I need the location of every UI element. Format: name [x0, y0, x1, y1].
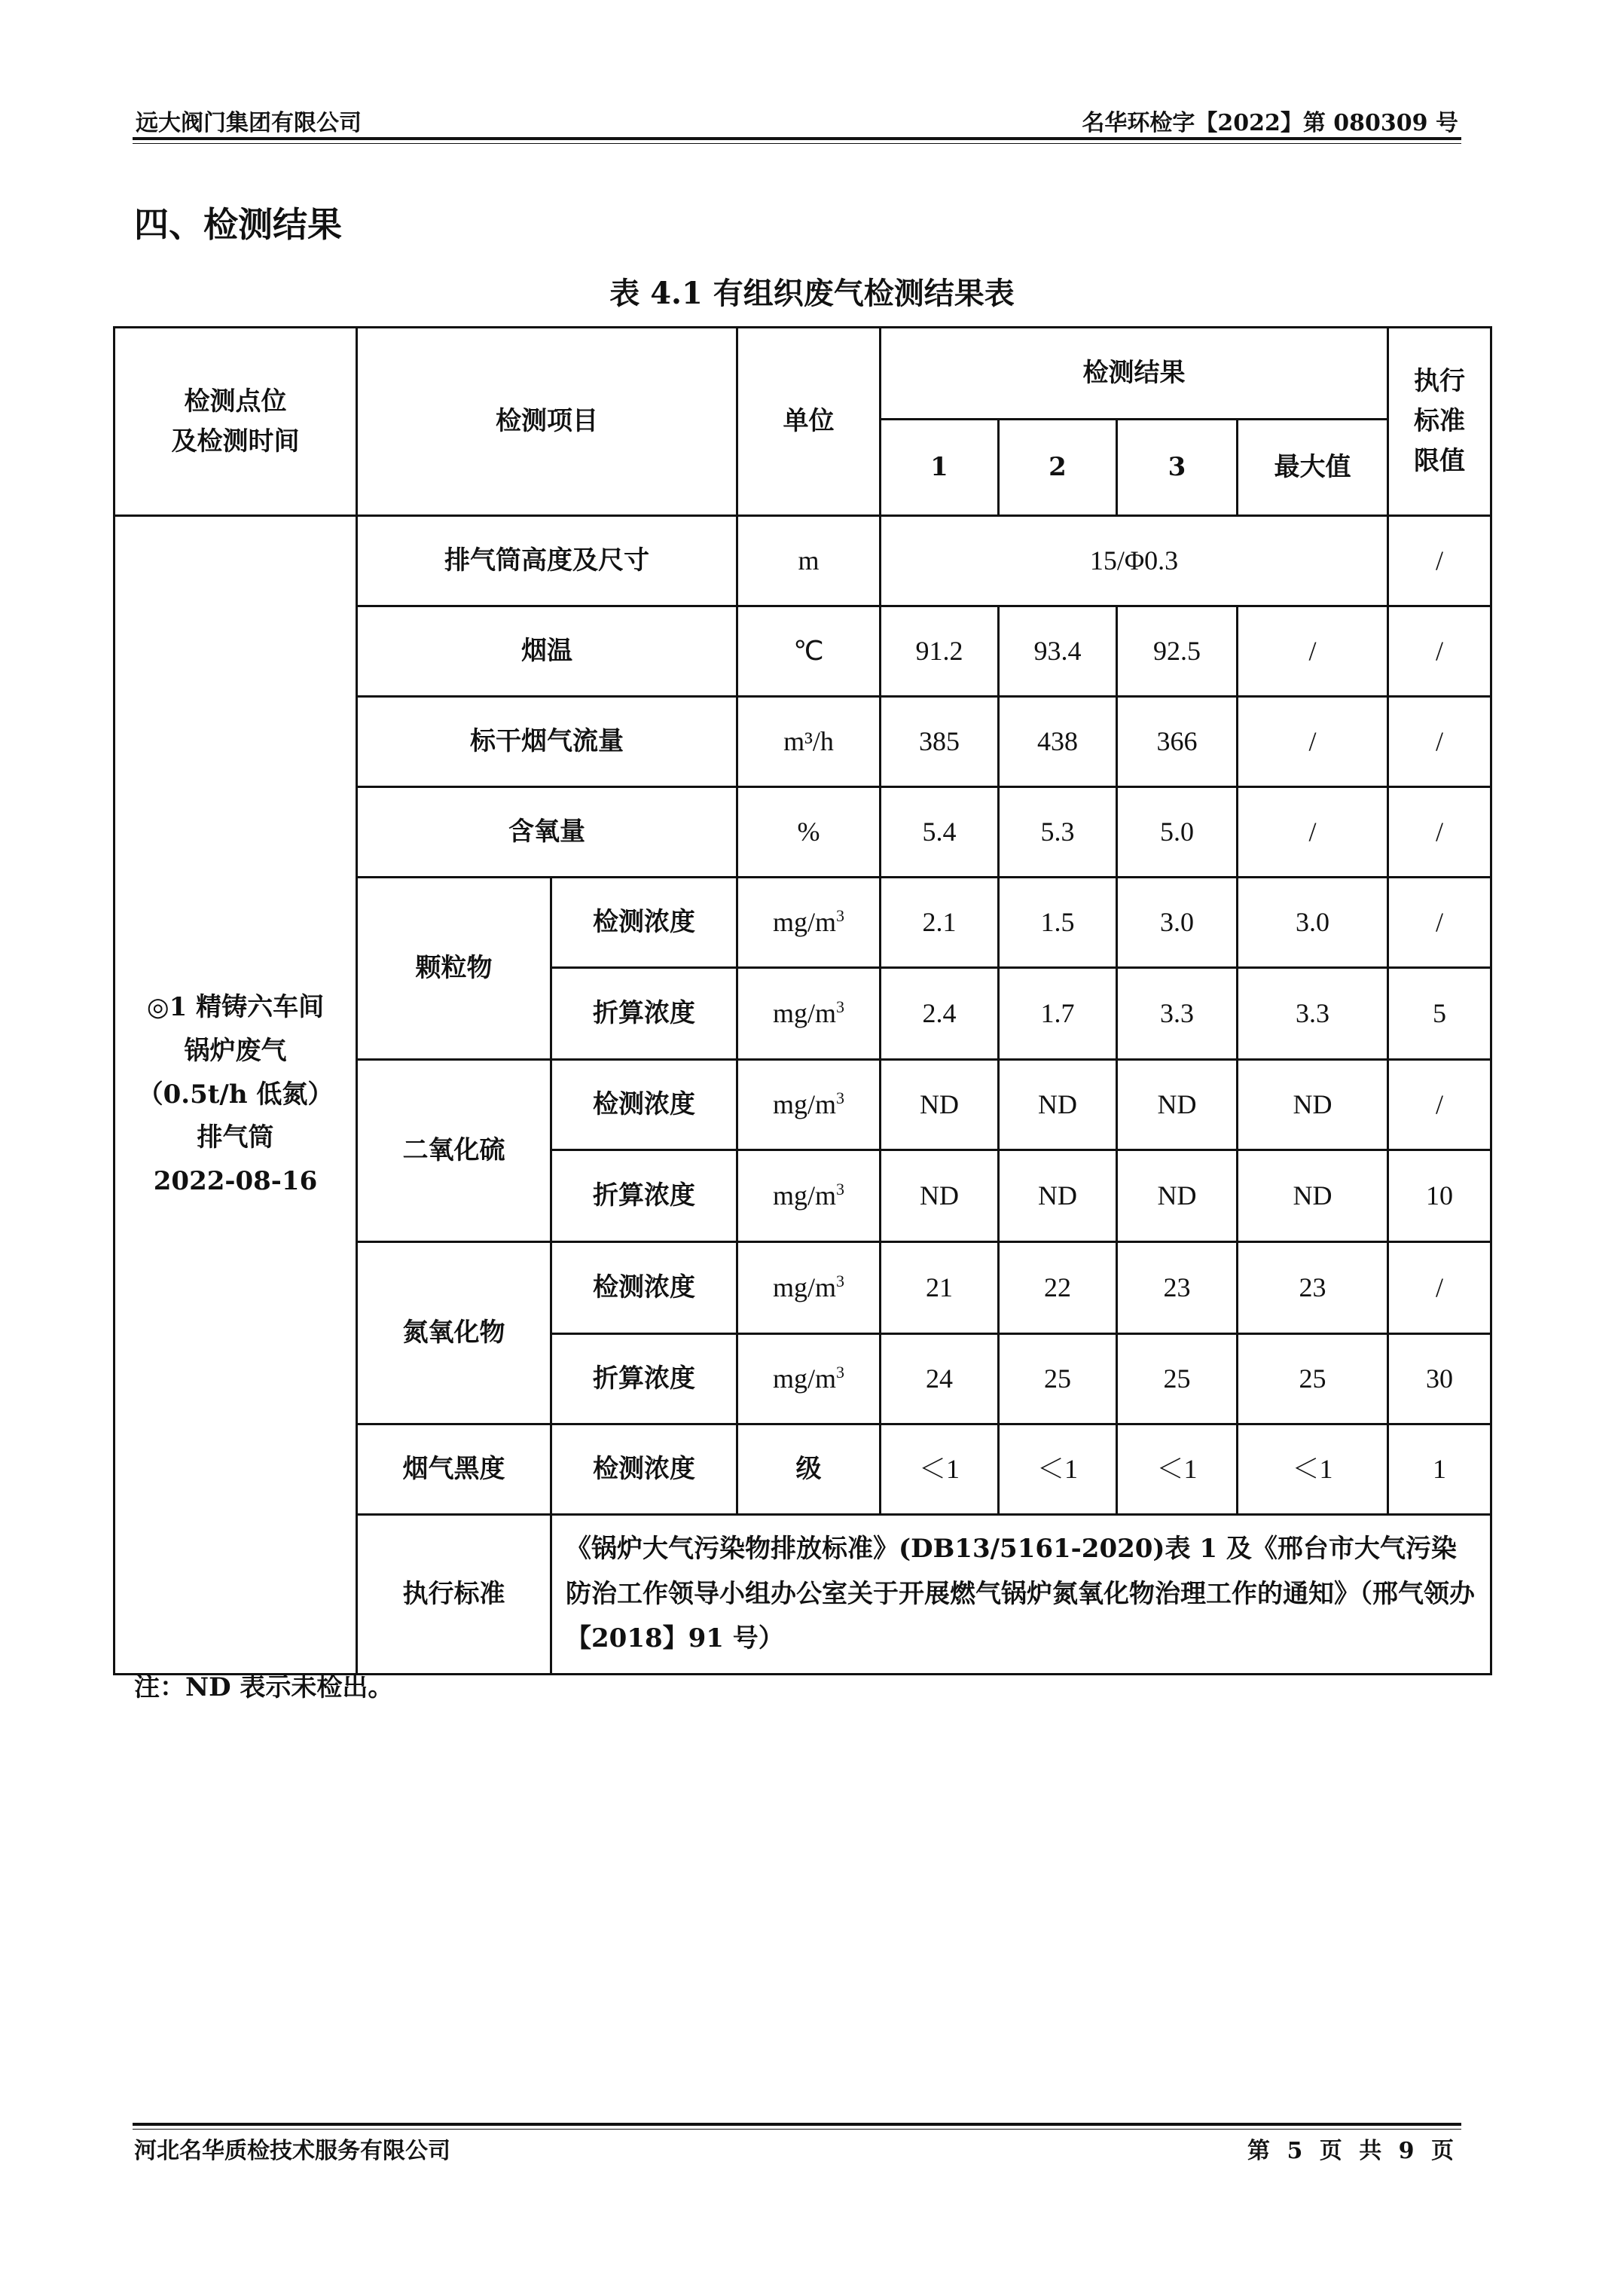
so2-measured-2: ND	[999, 1060, 1117, 1150]
header-col-3: 3	[1117, 420, 1238, 516]
so2-converted-1: ND	[881, 1150, 999, 1242]
item-stack: 排气筒高度及尺寸	[357, 516, 737, 606]
unit-smoke: 级	[737, 1424, 881, 1515]
nox-converted-2: 25	[999, 1334, 1117, 1424]
stack-size-value: 15/Φ0.3	[881, 516, 1388, 606]
header-results: 检测结果	[881, 328, 1388, 420]
report-number: 名华环检字【2022】第 080309 号	[1082, 110, 1458, 136]
sub-measured: 检测浓度	[551, 1424, 737, 1515]
oxygen-limit: /	[1388, 787, 1491, 878]
limit-stack: /	[1388, 516, 1491, 606]
smoke-1: ＜1	[881, 1424, 999, 1515]
flow-limit: /	[1388, 697, 1491, 787]
sub-measured: 检测浓度	[551, 1060, 737, 1150]
header-unit: 单位	[737, 328, 881, 516]
nox-converted-limit: 30	[1388, 1334, 1491, 1424]
unit-flow: m³/h	[737, 697, 881, 787]
results-table	[113, 326, 1492, 1675]
so2-converted-max: ND	[1238, 1150, 1388, 1242]
header-col-1: 1	[881, 420, 999, 516]
table-note: 注：ND 表示未检出。	[134, 1672, 394, 1702]
pm-converted-1: 2.4	[881, 968, 999, 1060]
standard-text: 《锅炉大气污染物排放标准》(DB13/5161-2020)表 1 及《邢台市大气污染防治工作领导小组办公室关于开展燃气锅炉氮氧化物治理工作的通知》（邢气领办【2018】91 号）	[551, 1515, 1491, 1675]
pollutant-nox: 氮氧化物	[357, 1242, 551, 1424]
smoke-limit: 1	[1388, 1424, 1491, 1515]
unit-cell: $mg/m^3$	[737, 1242, 881, 1334]
header-item: 检测项目	[357, 328, 737, 516]
pm-measured-max: 3.0	[1238, 878, 1388, 968]
header-col-2: 2	[999, 420, 1117, 516]
sub-measured: 检测浓度	[551, 878, 737, 968]
nox-measured-2: 22	[999, 1242, 1117, 1334]
nox-converted-max: 25	[1238, 1334, 1388, 1424]
header-limit: 执行 标准 限值	[1388, 328, 1491, 516]
pollutant-so2: 二氧化硫	[357, 1060, 551, 1242]
unit-cell: $mg/m^3$	[737, 1060, 881, 1150]
so2-measured-1: ND	[881, 1060, 999, 1150]
header-point-time: 检测点位 及检测时间	[114, 328, 357, 516]
pm-converted-max: 3.3	[1238, 968, 1388, 1060]
unit-temp: ℃	[737, 606, 881, 697]
header-rule-thin	[133, 143, 1461, 144]
flow-3: 366	[1117, 697, 1238, 787]
pm-measured-3: 3.0	[1117, 878, 1238, 968]
sub-measured: 检测浓度	[551, 1242, 737, 1334]
oxygen-1: 5.4	[881, 787, 999, 878]
unit-stack: m	[737, 516, 881, 606]
oxygen-2: 5.3	[999, 787, 1117, 878]
unit-cell: $mg/m^3$	[737, 1334, 881, 1424]
footer-rule	[133, 2123, 1461, 2126]
oxygen-3: 5.0	[1117, 787, 1238, 878]
pm-measured-2: 1.5	[999, 878, 1117, 968]
temp-3: 92.5	[1117, 606, 1238, 697]
footer-rule-thin	[133, 2129, 1461, 2130]
sub-converted: 折算浓度	[551, 1150, 737, 1242]
standard-label: 执行标准	[357, 1515, 551, 1675]
item-flow: 标干烟气流量	[357, 697, 737, 787]
sub-converted: 折算浓度	[551, 968, 737, 1060]
unit-oxygen: %	[737, 787, 881, 878]
flow-2: 438	[999, 697, 1117, 787]
so2-converted-limit: 10	[1388, 1150, 1491, 1242]
client-company: 远大阀门集团有限公司	[136, 110, 362, 136]
header-max: 最大值	[1238, 420, 1388, 516]
pm-converted-limit: 5	[1388, 968, 1491, 1060]
temp-limit: /	[1388, 606, 1491, 697]
oxygen-max: /	[1238, 787, 1388, 878]
nox-converted-1: 24	[881, 1334, 999, 1424]
page-header	[136, 104, 1458, 134]
smoke-3: ＜1	[1117, 1424, 1238, 1515]
temp-2: 93.4	[999, 606, 1117, 697]
sampling-point: ◎1 精铸六车间 锅炉废气 （0.5t/h 低氮） 排气筒 2022-08-16	[114, 516, 357, 1675]
temp-1: 91.2	[881, 606, 999, 697]
unit-cell: $mg/m^3$	[737, 968, 881, 1060]
so2-converted-3: ND	[1117, 1150, 1238, 1242]
flow-max: /	[1238, 697, 1388, 787]
sub-converted: 折算浓度	[551, 1334, 737, 1424]
pm-measured-1: 2.1	[881, 878, 999, 968]
item-oxygen: 含氧量	[357, 787, 737, 878]
flow-1: 385	[881, 697, 999, 787]
pollutant-particulate: 颗粒物	[357, 878, 551, 1060]
pm-converted-2: 1.7	[999, 968, 1117, 1060]
so2-converted-2: ND	[999, 1150, 1117, 1242]
nox-measured-limit: /	[1388, 1242, 1491, 1334]
smoke-max: ＜1	[1238, 1424, 1388, 1515]
nox-measured-max: 23	[1238, 1242, 1388, 1334]
so2-measured-limit: /	[1388, 1060, 1491, 1150]
table-caption: 表 4.1 有组织废气检测结果表	[609, 276, 1015, 311]
so2-measured-max: ND	[1238, 1060, 1388, 1150]
header-rule	[133, 137, 1461, 140]
unit-cell: $mg/m^3$	[737, 878, 881, 968]
item-temp: 烟温	[357, 606, 737, 697]
nox-converted-3: 25	[1117, 1334, 1238, 1424]
pm-converted-3: 3.3	[1117, 968, 1238, 1060]
section-title: 四、检测结果	[134, 204, 342, 245]
nox-measured-1: 21	[881, 1242, 999, 1334]
lab-company: 河北名华质检技术服务有限公司	[134, 2138, 450, 2164]
unit-cell: $mg/m^3$	[737, 1150, 881, 1242]
pm-measured-limit: /	[1388, 878, 1491, 968]
so2-measured-3: ND	[1117, 1060, 1238, 1150]
page-number: 第 5 页 共 9 页	[1247, 2138, 1458, 2164]
nox-measured-3: 23	[1117, 1242, 1238, 1334]
smoke-2: ＜1	[999, 1424, 1117, 1515]
pollutant-smoke: 烟气黑度	[357, 1424, 551, 1515]
temp-max: /	[1238, 606, 1388, 697]
